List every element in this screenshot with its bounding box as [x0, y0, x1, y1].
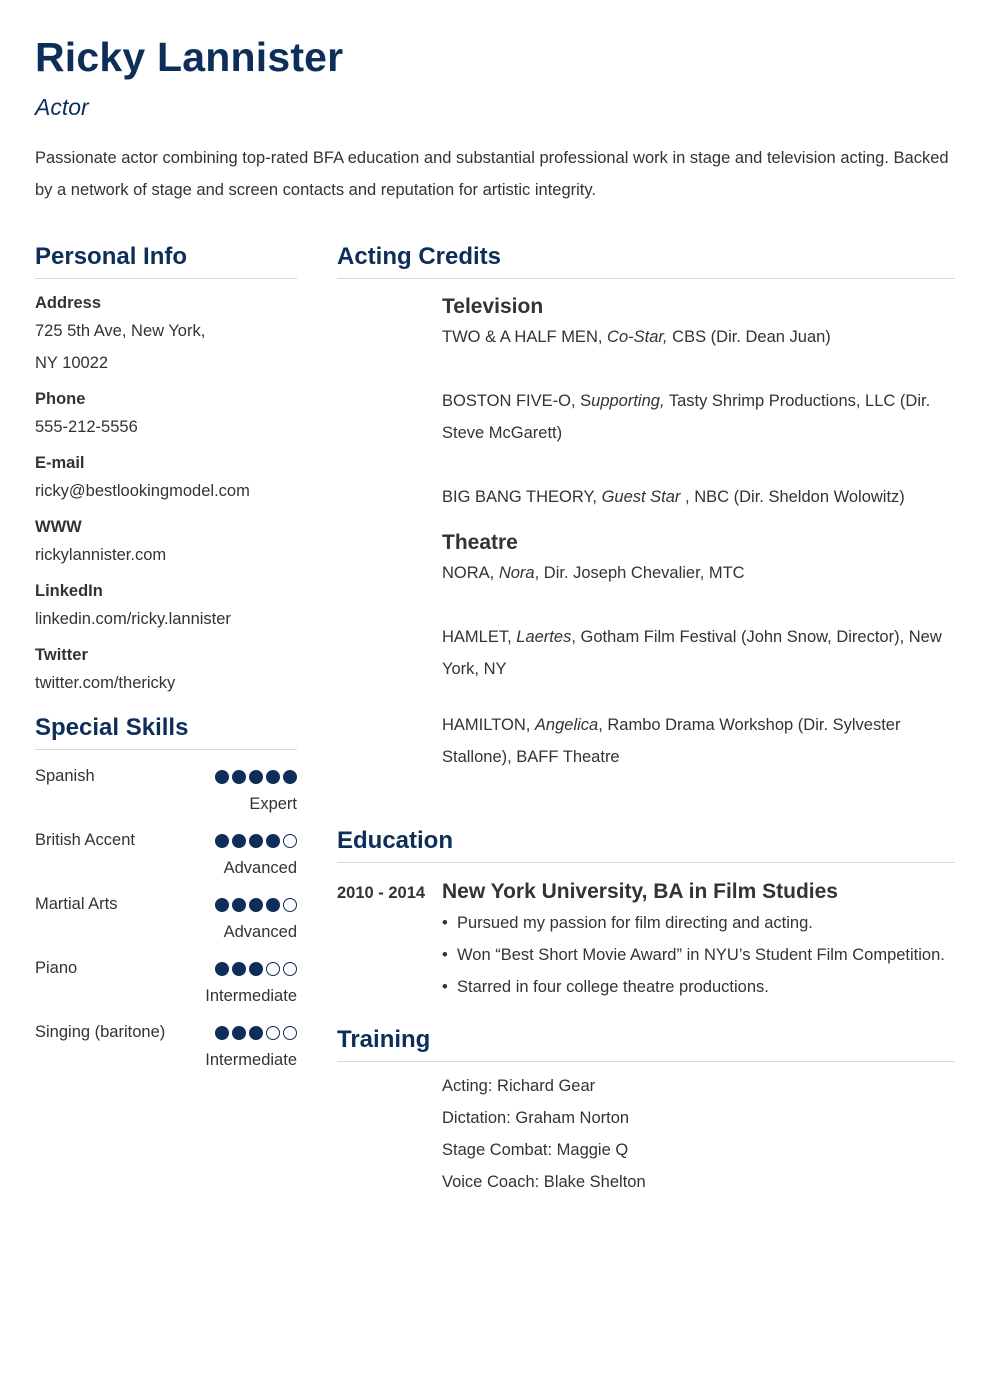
info-twitter: [35, 643, 297, 699]
rating-dot-empty-icon: [283, 962, 297, 976]
candidate-name: Ricky Lannister: [35, 34, 344, 80]
credit-pre: BOSTON FIVE-O, S: [442, 392, 592, 410]
credit-group-title: Theatre: [442, 531, 518, 554]
info-label: E-mail: [35, 454, 85, 472]
rating-dot-filled-icon: [249, 898, 263, 912]
info-label: Twitter: [35, 646, 88, 664]
info-label: LinkedIn: [35, 582, 103, 600]
education-bullet: • Pursued my passion for film directing and acting.: [442, 907, 955, 939]
skill-name: Martial Arts: [35, 895, 118, 913]
credit-role: Laertes: [516, 628, 572, 646]
credit-item: [442, 321, 955, 353]
credit-post: , NBC (Dir. Sheldon Wolowitz): [680, 488, 905, 506]
credit-pre: TWO & A HALF MEN,: [442, 328, 608, 346]
skill-name: Singing (baritone): [35, 1023, 166, 1041]
rating-dot-filled-icon: [266, 770, 280, 784]
info-value: rickylannister.com: [35, 546, 167, 564]
info-label: Phone: [35, 390, 86, 408]
info-value: twitter.com/thericky: [35, 674, 176, 692]
info-value: linkedin.com/ricky.lannister: [35, 610, 231, 628]
education-bullet: • Won “Best Short Movie Award” in NYU’s Student Film Competition.: [442, 939, 955, 971]
credit-item: [442, 709, 955, 773]
skill-rating: [215, 834, 297, 848]
skill-row: [35, 824, 297, 884]
education-entry: [337, 877, 955, 1003]
skill-list: [35, 750, 297, 1076]
skill-rating: [215, 898, 297, 912]
rating-dot-filled-icon: [266, 834, 280, 848]
education-bullets: [442, 907, 955, 1003]
info-phone: [35, 387, 297, 443]
education-date: 2010 - 2014: [337, 884, 426, 902]
training-list: [337, 1062, 955, 1198]
skill-name: Piano: [35, 959, 78, 977]
credit-role: Nora: [498, 564, 535, 582]
rating-dot-filled-icon: [232, 962, 246, 976]
rating-dot-filled-icon: [215, 898, 229, 912]
info-email: [35, 451, 297, 507]
skill-rating: [215, 962, 297, 976]
personal-info-list: [35, 279, 297, 699]
acting-credits-title: Acting Credits: [337, 242, 955, 279]
credit-role: Guest Star: [601, 488, 681, 506]
rating-dot-filled-icon: [215, 1026, 229, 1040]
skill-level: Intermediate: [205, 987, 297, 1005]
rating-dot-filled-icon: [249, 770, 263, 784]
credit-pre: NORA,: [442, 564, 499, 582]
credit-post: CBS (Dir. Dean Juan): [667, 328, 831, 346]
credit-item: [442, 557, 955, 589]
credit-pre: HAMLET,: [442, 628, 517, 646]
info-value: 555-212-5556: [35, 418, 138, 436]
rating-dot-filled-icon: [232, 834, 246, 848]
credit-group-television: [337, 279, 955, 513]
skill-row: [35, 952, 297, 1012]
rating-dot-filled-icon: [249, 962, 263, 976]
education-title: Education: [337, 826, 955, 863]
rating-dot-filled-icon: [232, 898, 246, 912]
education-section: [337, 826, 955, 1003]
rating-dot-filled-icon: [232, 770, 246, 784]
rating-dot-filled-icon: [232, 1026, 246, 1040]
training-item: Acting: Richard Gear: [442, 1077, 596, 1095]
left-column: [35, 242, 297, 1080]
credit-group-title: Television: [442, 295, 544, 318]
summary-paragraph: Passionate actor combining top-rated BFA education and substantial professional work in stage and television acting. Backed by a network of stage and screen contacts and reputation for artistic integrity.: [35, 149, 949, 199]
training-title: Training: [337, 1025, 955, 1062]
rating-dot-filled-icon: [249, 1026, 263, 1040]
rating-dot-filled-icon: [215, 834, 229, 848]
training-section: [337, 1025, 955, 1198]
rating-dot-filled-icon: [249, 834, 263, 848]
credit-post: , Rambo Drama Workshop (Dir. Sylvester Stallone), BAFF Theatre: [442, 716, 901, 766]
rating-dot-empty-icon: [283, 834, 297, 848]
info-value: ricky@bestlookingmodel.com: [35, 482, 250, 500]
info-label: Address: [35, 294, 102, 312]
skill-rating: [215, 1026, 297, 1040]
training-item: Dictation: Graham Norton: [442, 1109, 630, 1127]
credit-role: Co-Star,: [607, 328, 668, 346]
rating-dot-filled-icon: [215, 962, 229, 976]
skill-level: Intermediate: [205, 1051, 297, 1069]
info-www: [35, 515, 297, 571]
rating-dot-empty-icon: [266, 1026, 280, 1040]
skill-row: [35, 1016, 297, 1076]
skill-level: Expert: [249, 795, 297, 813]
special-skills-section: [35, 713, 297, 1076]
candidate-role: Actor: [35, 94, 89, 120]
training-item: Voice Coach: Blake Shelton: [442, 1173, 646, 1191]
info-linkedin: [35, 579, 297, 635]
credit-pre: BIG BANG THEORY,: [442, 488, 602, 506]
info-value: 725 5th Ave, New York,: [35, 322, 206, 340]
credit-role: upporting,: [591, 392, 665, 410]
credit-role: Angelica: [534, 716, 599, 734]
credit-post: , Gotham Film Festival (John Snow, Director), New York, NY: [442, 628, 942, 678]
rating-dot-filled-icon: [283, 770, 297, 784]
special-skills-title: Special Skills: [35, 713, 297, 750]
credit-post: , Dir. Joseph Chevalier, MTC: [534, 564, 745, 582]
training-item: Stage Combat: Maggie Q: [442, 1141, 629, 1159]
credit-pre: HAMILTON,: [442, 716, 535, 734]
education-bullet: • Starred in four college theatre productions.: [442, 971, 955, 1003]
skill-level: Advanced: [223, 923, 297, 941]
education-degree: New York University, BA in Film Studies: [442, 880, 838, 903]
skill-rating: [215, 770, 297, 784]
credit-item: [442, 621, 955, 685]
credit-item: [442, 481, 955, 513]
rating-dot-empty-icon: [266, 962, 280, 976]
skill-level: Advanced: [223, 859, 297, 877]
skill-name: Spanish: [35, 767, 95, 785]
rating-dot-filled-icon: [215, 770, 229, 784]
credit-item: [442, 385, 955, 449]
skill-row: [35, 888, 297, 948]
info-label: WWW: [35, 518, 82, 536]
personal-info-title: Personal Info: [35, 242, 297, 279]
info-value: NY 10022: [35, 354, 109, 372]
credit-group-theatre: [337, 529, 955, 773]
right-column: [337, 242, 955, 1198]
rating-dot-filled-icon: [266, 898, 280, 912]
info-address: [35, 291, 297, 379]
skill-name: British Accent: [35, 831, 135, 849]
credit-post: Tasty Shrimp Productions, LLC (Dir. Steve McGarett): [442, 392, 931, 442]
rating-dot-empty-icon: [283, 1026, 297, 1040]
rating-dot-empty-icon: [283, 898, 297, 912]
skill-row: [35, 760, 297, 820]
